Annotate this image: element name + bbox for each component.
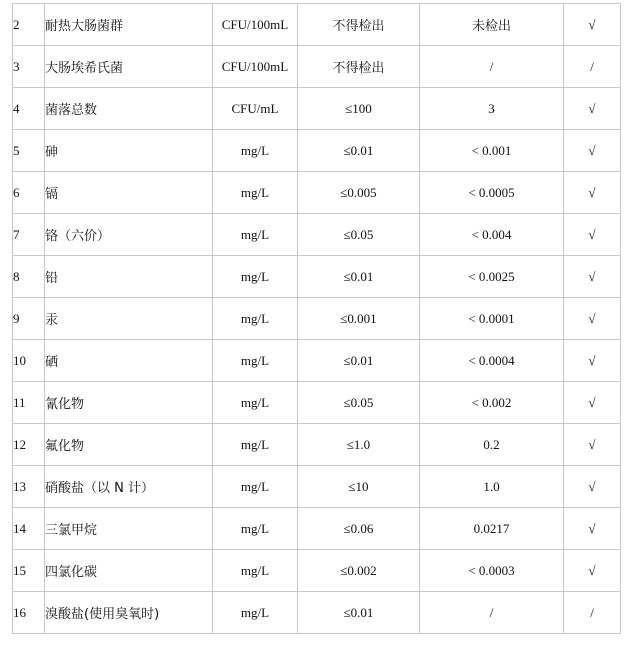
indicator-name: 四氯化碳 <box>45 550 213 592</box>
row-number: 6 <box>13 172 45 214</box>
limit-cell: ≤0.001 <box>298 298 420 340</box>
result-cell: / <box>420 46 564 88</box>
result-cell: 未检出 <box>420 4 564 46</box>
table-row <box>13 550 621 592</box>
evaluation-cell: √ <box>564 466 621 508</box>
result-cell: < 0.0005 <box>420 172 564 214</box>
evaluation-cell: √ <box>564 424 621 466</box>
evaluation-cell: √ <box>564 130 621 172</box>
result-cell: < 0.0003 <box>420 550 564 592</box>
evaluation-cell: √ <box>564 298 621 340</box>
limit-cell: ≤0.01 <box>298 256 420 298</box>
row-number: 9 <box>13 298 45 340</box>
result-cell: 1.0 <box>420 466 564 508</box>
table-row <box>13 592 621 634</box>
row-number: 2 <box>13 4 45 46</box>
result-cell: < 0.0004 <box>420 340 564 382</box>
evaluation-cell: √ <box>564 88 621 130</box>
limit-cell: ≤10 <box>298 466 420 508</box>
evaluation-cell: √ <box>564 550 621 592</box>
evaluation-cell: √ <box>564 508 621 550</box>
limit-cell: ≤1.0 <box>298 424 420 466</box>
unit-cell: mg/L <box>213 340 298 382</box>
indicator-name: 镉 <box>45 172 213 214</box>
row-number: 7 <box>13 214 45 256</box>
row-number: 8 <box>13 256 45 298</box>
unit-cell: mg/L <box>213 298 298 340</box>
table-row <box>13 508 621 550</box>
result-cell: 0.2 <box>420 424 564 466</box>
limit-cell: ≤0.002 <box>298 550 420 592</box>
limit-cell: ≤0.01 <box>298 130 420 172</box>
limit-cell: 不得检出 <box>298 46 420 88</box>
table-row <box>13 46 621 88</box>
table-body <box>13 4 621 634</box>
row-number: 11 <box>13 382 45 424</box>
unit-cell: mg/L <box>213 550 298 592</box>
limit-cell: ≤0.01 <box>298 340 420 382</box>
indicator-name: 耐热大肠菌群 <box>45 4 213 46</box>
evaluation-cell: √ <box>564 382 621 424</box>
limit-cell: ≤0.05 <box>298 214 420 256</box>
table-row <box>13 256 621 298</box>
limit-cell: ≤100 <box>298 88 420 130</box>
indicator-name: 氰化物 <box>45 382 213 424</box>
table-row <box>13 4 621 46</box>
unit-cell: mg/L <box>213 466 298 508</box>
row-number: 5 <box>13 130 45 172</box>
water-quality-table <box>12 3 621 634</box>
unit-cell: mg/L <box>213 508 298 550</box>
table-row <box>13 214 621 256</box>
unit-cell: mg/L <box>213 214 298 256</box>
evaluation-cell: √ <box>564 172 621 214</box>
result-cell: < 0.0025 <box>420 256 564 298</box>
indicator-name: 铬（六价） <box>45 214 213 256</box>
row-number: 16 <box>13 592 45 634</box>
table-row <box>13 130 621 172</box>
row-number: 14 <box>13 508 45 550</box>
evaluation-cell: / <box>564 46 621 88</box>
evaluation-cell: √ <box>564 256 621 298</box>
indicator-name: 砷 <box>45 130 213 172</box>
indicator-name: 硝酸盐（以 N 计） <box>45 466 213 508</box>
row-number: 13 <box>13 466 45 508</box>
indicator-name: 大肠埃希氏菌 <box>45 46 213 88</box>
result-cell: 3 <box>420 88 564 130</box>
row-number: 15 <box>13 550 45 592</box>
row-number: 10 <box>13 340 45 382</box>
evaluation-cell: / <box>564 592 621 634</box>
indicator-name: 菌落总数 <box>45 88 213 130</box>
indicator-name: 氟化物 <box>45 424 213 466</box>
indicator-name: 硒 <box>45 340 213 382</box>
table-row <box>13 466 621 508</box>
table-row <box>13 172 621 214</box>
result-cell: < 0.0001 <box>420 298 564 340</box>
unit-cell: CFU/100mL <box>213 4 298 46</box>
table-row <box>13 424 621 466</box>
unit-cell: mg/L <box>213 256 298 298</box>
table-row <box>13 340 621 382</box>
unit-cell: mg/L <box>213 592 298 634</box>
evaluation-cell: √ <box>564 4 621 46</box>
limit-cell: ≤0.005 <box>298 172 420 214</box>
table-row <box>13 88 621 130</box>
evaluation-cell: √ <box>564 340 621 382</box>
unit-cell: mg/L <box>213 424 298 466</box>
indicator-name: 汞 <box>45 298 213 340</box>
unit-cell: mg/L <box>213 382 298 424</box>
indicator-name: 溴酸盐(使用臭氧时) <box>45 592 213 634</box>
indicator-name: 铅 <box>45 256 213 298</box>
result-cell: / <box>420 592 564 634</box>
unit-cell: mg/L <box>213 130 298 172</box>
table-row <box>13 298 621 340</box>
unit-cell: CFU/100mL <box>213 46 298 88</box>
result-cell: 0.0217 <box>420 508 564 550</box>
unit-cell: CFU/mL <box>213 88 298 130</box>
limit-cell: ≤0.05 <box>298 382 420 424</box>
unit-cell: mg/L <box>213 172 298 214</box>
table-row <box>13 382 621 424</box>
indicator-name: 三氯甲烷 <box>45 508 213 550</box>
result-cell: < 0.001 <box>420 130 564 172</box>
result-cell: < 0.002 <box>420 382 564 424</box>
row-number: 3 <box>13 46 45 88</box>
limit-cell: 不得检出 <box>298 4 420 46</box>
evaluation-cell: √ <box>564 214 621 256</box>
row-number: 12 <box>13 424 45 466</box>
limit-cell: ≤0.01 <box>298 592 420 634</box>
result-cell: < 0.004 <box>420 214 564 256</box>
row-number: 4 <box>13 88 45 130</box>
limit-cell: ≤0.06 <box>298 508 420 550</box>
